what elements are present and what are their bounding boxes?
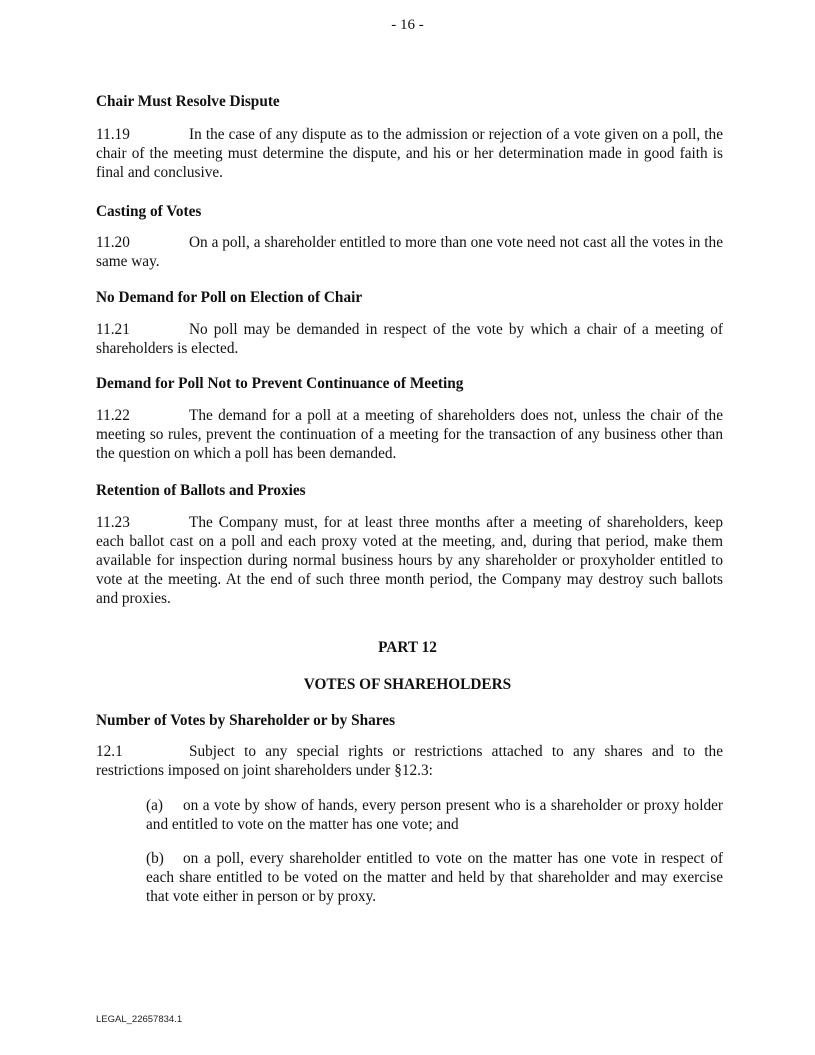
paragraph-12-1 [96,742,723,780]
section-text: No poll may be demanded in respect of the vote by which a chair of a meeting of shareholders is elected. [96,321,723,357]
document-footer-id: LEGAL_22657834.1 [96,1014,183,1025]
section-number: 11.19 [96,126,130,143]
section-number: 11.22 [96,407,130,424]
heading-chair-must-resolve-dispute: Chair Must Resolve Dispute [96,93,280,110]
section-number: 12.1 [96,743,123,760]
paragraph-11-22 [96,406,723,463]
page-number: - 16 - [391,17,424,33]
list-item-text: on a poll, every shareholder entitled to vote on the matter has one vote in respect of each share entitled to be voted on the matter and held by that shareholder and may exercise that vote either in person or by proxy. [146,850,723,905]
list-item-label: (a) [146,797,163,814]
section-text: In the case of any dispute as to the admission or rejection of a vote given on a poll, the chair of the meeting must determine the dispute, and his or her determination made in good faith is final and conclusive. [96,126,723,181]
paragraph-11-23 [96,513,723,608]
section-text: On a poll, a shareholder entitled to more than one vote need not cast all the votes in the same way. [96,234,723,270]
list-item-a [146,796,723,834]
section-text: The Company must, for at least three months after a meeting of shareholders, keep each ballot cast on a poll and each proxy voted at the meeting, and, during that period, make them available for inspection during normal business hours by any shareholder or proxyholder entitled to vote at the meeting. At the end of such three month period, the Company may destroy such ballots and proxies. [96,514,723,607]
heading-number-of-votes: Number of Votes by Shareholder or by Shares [96,712,396,729]
part-title: VOTES OF SHAREHOLDERS [303,676,512,693]
heading-casting-of-votes: Casting of Votes [96,203,202,220]
heading-demand-for-poll-not-to-prevent: Demand for Poll Not to Prevent Continuance of Meeting [96,375,464,392]
paragraph-11-20 [96,233,723,271]
heading-no-demand-for-poll: No Demand for Poll on Election of Chair [96,289,363,306]
list-item-label: (b) [146,850,164,867]
list-item-b [146,849,723,906]
heading-retention-of-ballots: Retention of Ballots and Proxies [96,482,306,499]
paragraph-11-19 [96,125,723,182]
section-number: 11.23 [96,514,130,531]
part-label: PART 12 [378,639,437,656]
section-text: Subject to any special rights or restrictions attached to any shares and to the restrictions imposed on joint shareholders under §12.3: [96,743,723,779]
section-text: The demand for a poll at a meeting of shareholders does not, unless the chair of the meeting so rules, prevent the continuation of a meeting for the transaction of any business other than the question on which a poll has been demanded. [96,407,723,462]
section-number: 11.20 [96,234,130,251]
list-item-text: on a vote by show of hands, every person present who is a shareholder or proxy holder and entitled to vote on the matter has one vote; and [146,797,723,833]
section-number: 11.21 [96,321,130,338]
paragraph-11-21 [96,320,723,358]
